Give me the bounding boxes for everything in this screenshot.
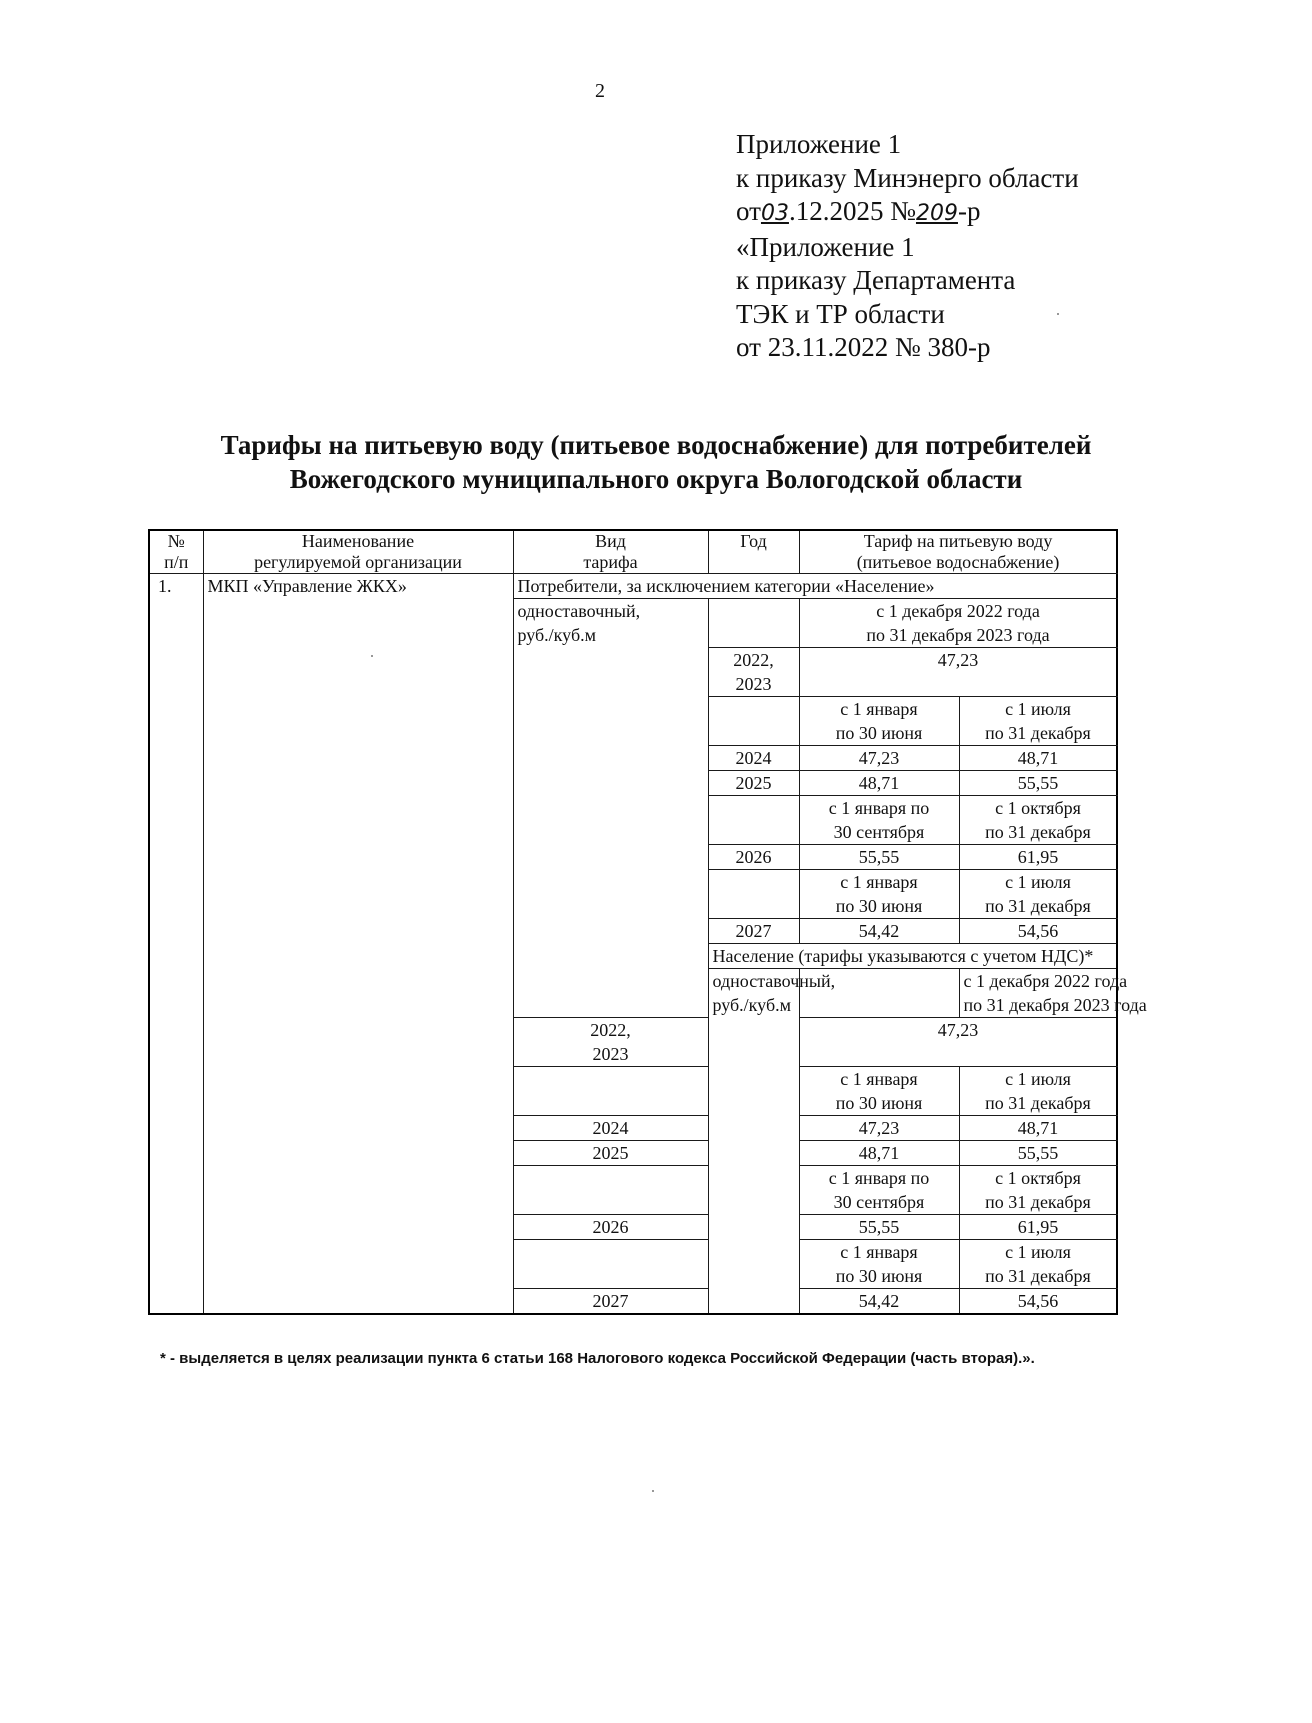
- period-cell: с 1 июля по 31 декабря: [959, 870, 1117, 919]
- category-label: Потребители, за исключением категории «Население»: [513, 574, 1117, 599]
- value-cell: 48,71: [959, 746, 1117, 771]
- value-cell: 55,55: [799, 1215, 959, 1240]
- footnote: * - выделяется в целях реализации пункта 6 статьи 168 Налогового кодекса Российской Федерации (часть вторая).».: [160, 1350, 1035, 1367]
- value-cell: 47,23: [799, 1018, 1117, 1067]
- value-cell: 55,55: [959, 1141, 1117, 1166]
- tariff-table: [148, 529, 1147, 1315]
- appendix-block: [736, 128, 1079, 365]
- period-cell: с 1 января по 30 июня: [799, 697, 959, 746]
- organization-name: МКП «Управление ЖКХ»: [203, 574, 513, 1315]
- handwritten-day: 03: [760, 201, 789, 226]
- year-cell: [708, 796, 799, 845]
- period-cell: с 1 июля по 31 декабря: [959, 1240, 1117, 1289]
- value-cell: 54,56: [959, 1289, 1117, 1315]
- order-suffix: -р: [957, 196, 981, 226]
- value-cell: 47,23: [799, 746, 959, 771]
- year-cell: 2024: [708, 746, 799, 771]
- year-cell: 2026: [708, 845, 799, 870]
- period-cell: с 1 июля по 31 декабря: [959, 697, 1117, 746]
- year-cell: [513, 1067, 708, 1116]
- year-cell: 2026: [513, 1215, 708, 1240]
- table-row: [149, 574, 1117, 599]
- tariff-type: одноставочный, руб./куб.м: [708, 969, 799, 1315]
- scan-speck: [652, 1490, 654, 1492]
- header-tariff: Тариф на питьевую воду (питьевое водоснабжение): [799, 530, 1117, 574]
- year-cell: [513, 1166, 708, 1215]
- period-cell: с 1 января по 30 сентября: [799, 1166, 959, 1215]
- header-year: Год: [708, 530, 799, 574]
- year-cell: 2027: [513, 1289, 708, 1315]
- appendix-line: Приложение 1: [736, 129, 902, 159]
- value-cell: 54,42: [799, 919, 959, 944]
- appendix-line: к приказу Департамента: [736, 265, 1016, 295]
- period-cell: с 1 января по 30 сентября: [799, 796, 959, 845]
- value-cell: 55,55: [959, 771, 1117, 796]
- appendix-line: ТЭК и ТР области: [736, 298, 945, 329]
- value-cell: 48,71: [799, 1141, 959, 1166]
- appendix-date-line: [736, 195, 1079, 231]
- scan-speck: [1057, 313, 1059, 315]
- appendix-line: «Приложение 1: [736, 231, 915, 262]
- handwritten-order-number: 209: [915, 201, 958, 226]
- title-line: Вожегодского муниципального округа Вологодской области: [289, 464, 1023, 494]
- header-organization: Наименование регулируемой организации: [203, 530, 513, 574]
- year-cell: 2022, 2023: [708, 648, 799, 697]
- year-cell: 2022, 2023: [513, 1018, 708, 1067]
- value-cell: 48,71: [959, 1116, 1117, 1141]
- tariff-type: одноставочный, руб./куб.м: [513, 599, 708, 1018]
- period-cell: с 1 января по 30 июня: [799, 1240, 959, 1289]
- scan-speck: [371, 655, 373, 657]
- value-cell: 54,56: [959, 919, 1117, 944]
- period-cell: с 1 июля по 31 декабря: [959, 1067, 1117, 1116]
- period-cell: с 1 октября по 31 декабря: [959, 796, 1117, 845]
- appendix-line: от 23.11.2022 № 380-р: [736, 332, 991, 362]
- year-cell: [708, 697, 799, 746]
- year-cell: 2025: [708, 771, 799, 796]
- period-cell: с 1 января по 30 июня: [799, 1067, 959, 1116]
- year-cell: [513, 1240, 708, 1289]
- year-cell: 2027: [708, 919, 799, 944]
- value-cell: 47,23: [799, 648, 1117, 697]
- year-cell: [708, 870, 799, 919]
- date-prefix: от: [736, 196, 761, 226]
- title-line: Тарифы на питьевую воду (питьевое водоснабжение) для потребителей: [220, 430, 1092, 460]
- value-cell: 54,42: [799, 1289, 959, 1315]
- value-cell: 61,95: [959, 1215, 1117, 1240]
- row-number: 1.: [149, 574, 203, 1315]
- document-title: [0, 428, 1312, 496]
- period-cell: с 1 декабря 2022 года по 31 декабря 2023 года: [799, 599, 1117, 648]
- value-cell: 48,71: [799, 771, 959, 796]
- period-cell: с 1 октября по 31 декабря: [959, 1166, 1117, 1215]
- year-cell: 2025: [513, 1141, 708, 1166]
- date-suffix: .12.2025 №: [788, 196, 916, 226]
- period-cell: с 1 декабря 2022 года по 31 декабря 2023 года: [959, 969, 1117, 1018]
- value-cell: 55,55: [799, 845, 959, 870]
- header-tariff-type: Вид тарифа: [513, 530, 708, 574]
- value-cell: 47,23: [799, 1116, 959, 1141]
- header-number: № п/п: [149, 530, 203, 574]
- category-label: Население (тарифы указываются с учетом НДС)*: [708, 944, 1117, 969]
- period-cell: с 1 января по 30 июня: [799, 870, 959, 919]
- year-cell: [708, 599, 799, 648]
- value-cell: 61,95: [959, 845, 1117, 870]
- year-cell: 2024: [513, 1116, 708, 1141]
- appendix-line: к приказу Минэнерго области: [736, 162, 1079, 193]
- table-header-row: [149, 530, 1117, 574]
- page-number: 2: [595, 80, 605, 102]
